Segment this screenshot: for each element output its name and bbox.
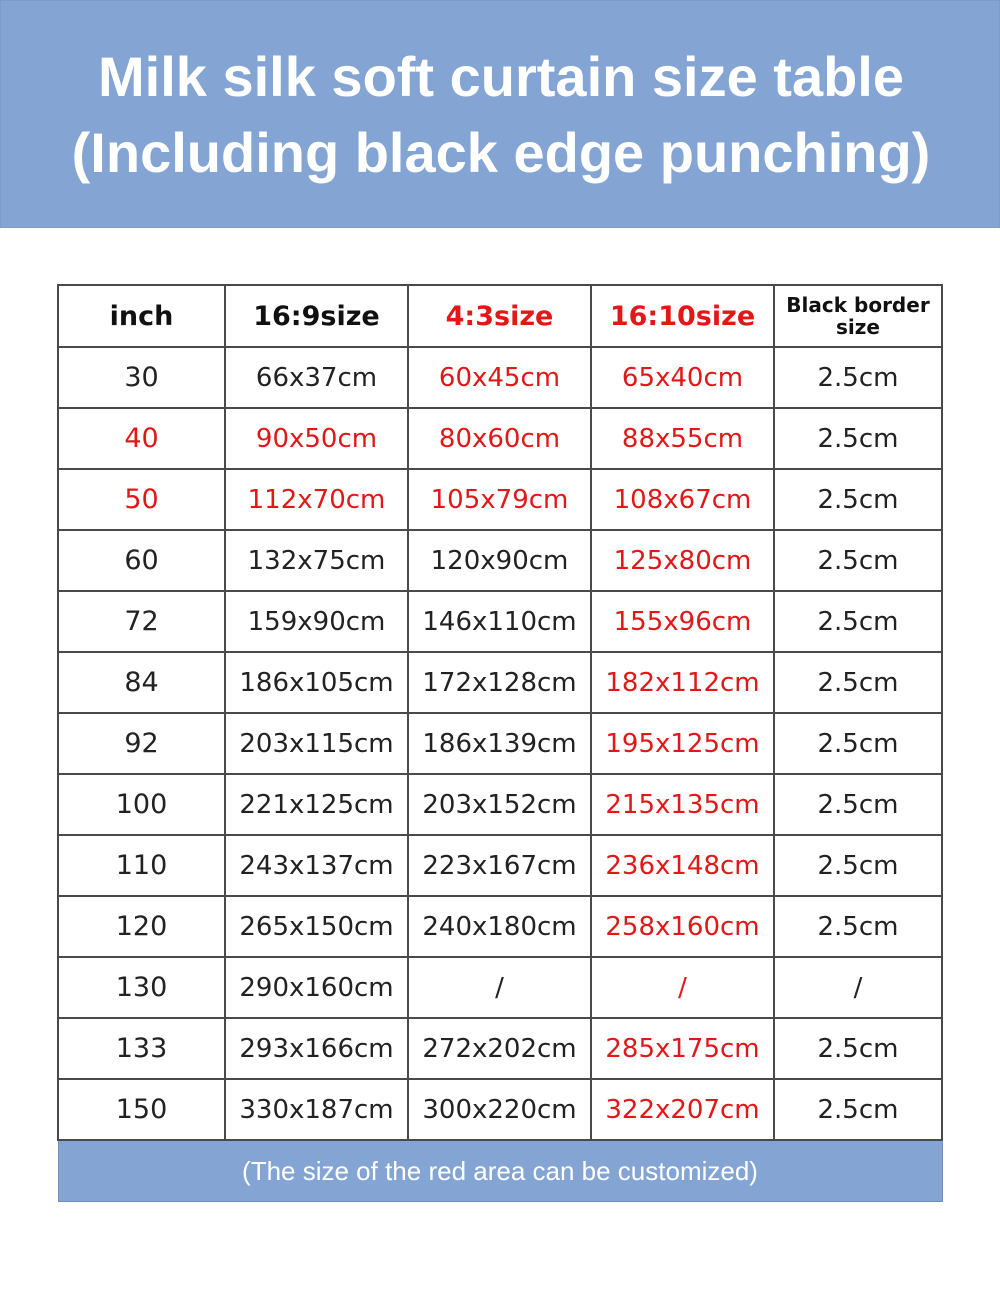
header-16-9-size: 16:9size [225,285,408,347]
footnote-row [58,1140,942,1202]
size-table [57,284,943,1202]
cell-size-16-9: 90x50cm [225,408,408,469]
cell-size-16-10: 182x112cm [591,652,774,713]
table-row [58,530,942,591]
cell-size-16-10: 195x125cm [591,713,774,774]
cell-size-4-3: 203x152cm [408,774,591,835]
header-4-3-size: 4:3size [408,285,591,347]
table-row [58,347,942,408]
cell-size-4-3: 300x220cm [408,1079,591,1140]
cell-size-16-10: 285x175cm [591,1018,774,1079]
cell-size-16-10: 236x148cm [591,835,774,896]
cell-size-4-3: 80x60cm [408,408,591,469]
cell-black-border: 2.5cm [774,530,942,591]
cell-size-16-9: 132x75cm [225,530,408,591]
table-row [58,652,942,713]
cell-black-border: / [774,957,942,1018]
cell-size-16-9: 112x70cm [225,469,408,530]
cell-black-border: 2.5cm [774,713,942,774]
table-row [58,1018,942,1079]
table-row [58,896,942,957]
table-row [58,835,942,896]
cell-size-4-3: 146x110cm [408,591,591,652]
cell-size-4-3: / [408,957,591,1018]
cell-black-border: 2.5cm [774,774,942,835]
cell-size-16-9: 203x115cm [225,713,408,774]
cell-inch: 72 [58,591,225,652]
cell-size-16-9: 66x37cm [225,347,408,408]
cell-size-16-10: 215x135cm [591,774,774,835]
cell-size-16-10: 65x40cm [591,347,774,408]
cell-size-16-10: 322x207cm [591,1079,774,1140]
cell-inch: 92 [58,713,225,774]
cell-inch: 110 [58,835,225,896]
cell-size-4-3: 172x128cm [408,652,591,713]
title-banner [0,0,1000,228]
cell-inch: 120 [58,896,225,957]
cell-black-border: 2.5cm [774,652,942,713]
cell-size-16-10: 155x96cm [591,591,774,652]
cell-size-16-9: 293x166cm [225,1018,408,1079]
table-row [58,1079,942,1140]
table-row [58,713,942,774]
cell-size-4-3: 60x45cm [408,347,591,408]
table-body [58,347,942,1140]
title-line-1: Milk silk soft curtain size table [97,45,904,108]
cell-size-4-3: 120x90cm [408,530,591,591]
cell-inch: 84 [58,652,225,713]
cell-inch: 40 [58,408,225,469]
cell-inch: 150 [58,1079,225,1140]
cell-black-border: 2.5cm [774,347,942,408]
cell-size-16-9: 290x160cm [225,957,408,1018]
footnote: (The size of the red area can be customized) [58,1140,942,1202]
cell-size-16-9: 243x137cm [225,835,408,896]
cell-size-16-10: 258x160cm [591,896,774,957]
cell-black-border: 2.5cm [774,591,942,652]
cell-size-4-3: 272x202cm [408,1018,591,1079]
header-row [58,285,942,347]
cell-size-16-9: 221x125cm [225,774,408,835]
cell-black-border: 2.5cm [774,835,942,896]
header-inch: inch [58,285,225,347]
cell-inch: 130 [58,957,225,1018]
cell-inch: 100 [58,774,225,835]
cell-size-16-9: 186x105cm [225,652,408,713]
cell-size-16-10: / [591,957,774,1018]
cell-size-4-3: 223x167cm [408,835,591,896]
cell-size-16-10: 88x55cm [591,408,774,469]
table-row [58,591,942,652]
cell-inch: 50 [58,469,225,530]
cell-size-4-3: 105x79cm [408,469,591,530]
cell-size-16-10: 125x80cm [591,530,774,591]
cell-size-4-3: 240x180cm [408,896,591,957]
cell-inch: 30 [58,347,225,408]
cell-black-border: 2.5cm [774,896,942,957]
header-16-10-size: 16:10size [591,285,774,347]
table-row [58,469,942,530]
title-line-2: (Including black edge punching) [71,121,931,184]
cell-black-border: 2.5cm [774,1018,942,1079]
cell-inch: 133 [58,1018,225,1079]
cell-size-16-9: 330x187cm [225,1079,408,1140]
cell-black-border: 2.5cm [774,469,942,530]
cell-size-16-10: 108x67cm [591,469,774,530]
cell-black-border: 2.5cm [774,1079,942,1140]
cell-size-16-9: 159x90cm [225,591,408,652]
header-black-border-size: Black border size [774,285,942,347]
cell-black-border: 2.5cm [774,408,942,469]
cell-size-4-3: 186x139cm [408,713,591,774]
table-row [58,957,942,1018]
table-row [58,774,942,835]
cell-inch: 60 [58,530,225,591]
table-row [58,408,942,469]
cell-size-16-9: 265x150cm [225,896,408,957]
